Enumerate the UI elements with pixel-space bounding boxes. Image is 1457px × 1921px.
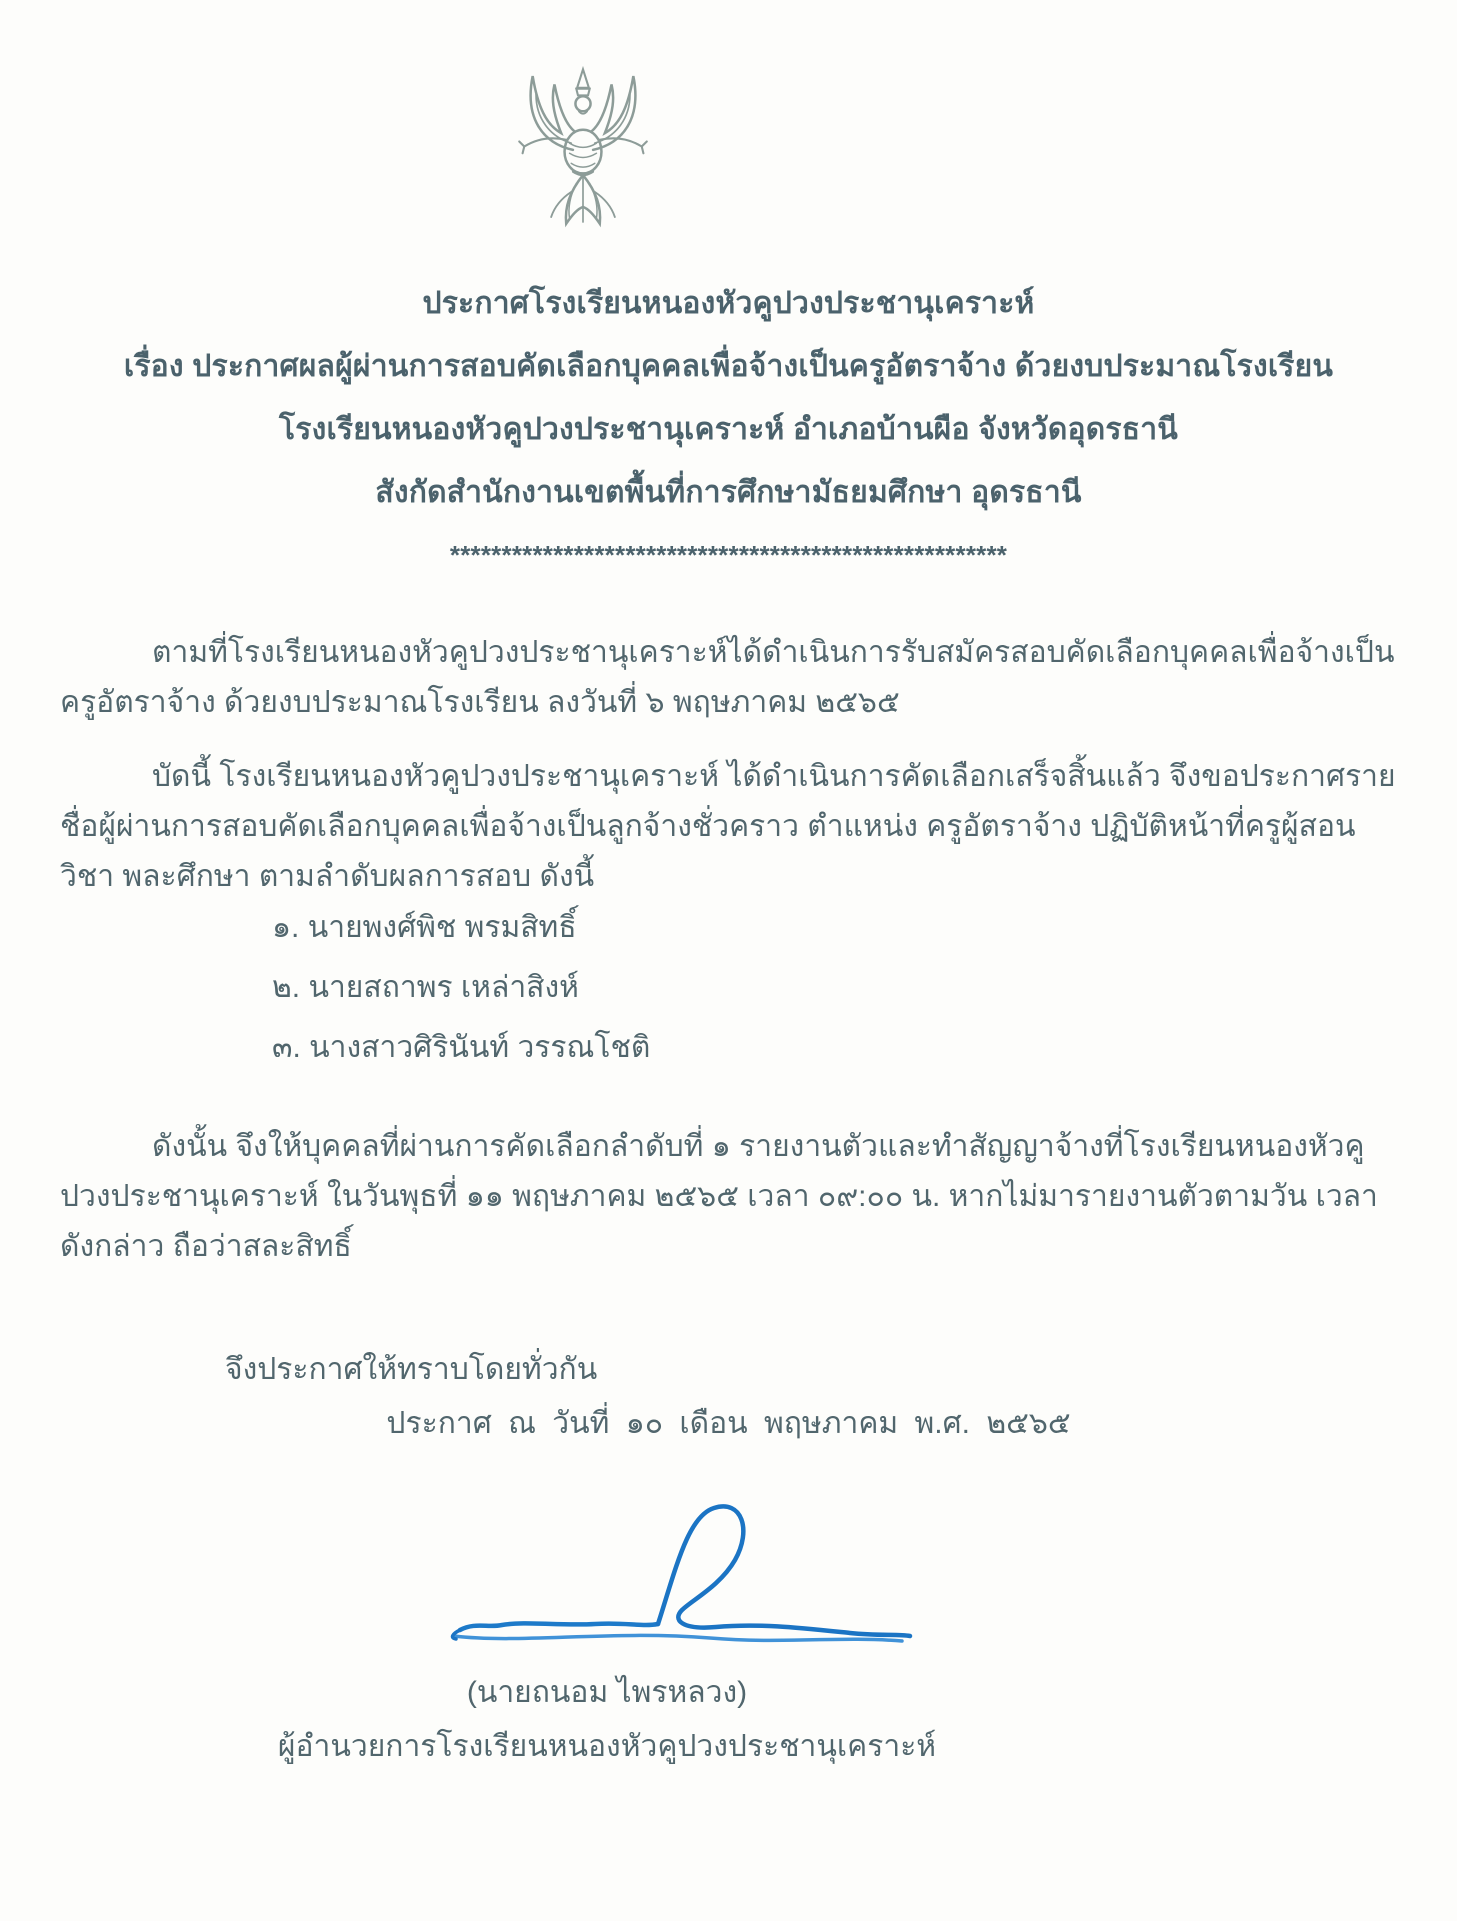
candidate-list bbox=[272, 898, 650, 1078]
affiliation-line: สังกัดสำนักงานเขตพื้นที่การศึกษามัธยมศึกษา อุดรธานี bbox=[375, 476, 1082, 509]
paragraph-results: บัดนี้ โรงเรียนหนองหัวคูปวงประชานุเคราะห์ ได้ดำเนินการคัดเลือกเสร็จสิ้นแล้ว จึงขอประกาศรายชื่อผู้ผ่านการสอบคัดเลือกบุคคลเพื่อจ้างเป็นลูกจ้างชั่วคราว ตำแหน่ง ครูอัตราจ้าง ปฏิบัติหน้าที่ครูผู้สอนวิชา พละศึกษา ตามลำดับผลการสอบ ดังนี้ bbox=[60, 760, 1396, 893]
paragraph-application: ตามที่โรงเรียนหนองหัวคูปวงประชานุเคราะห์ได้ดำเนินการรับสมัครสอบคัดเลือกบุคคลเพื่อจ้างเป็นครูอัตราจ้าง ด้วยงบประมาณโรงเรียน ลงวันที่ ๖ พฤษภาคม ๒๕๖๕ bbox=[60, 636, 1395, 719]
garuda-emblem-icon bbox=[498, 66, 668, 238]
announcement-date: ประกาศ ณ วันที่ ๑๐ เดือน พฤษภาคม พ.ศ. ๒๕๖๕ bbox=[386, 1407, 1071, 1440]
signature-block bbox=[0, 1666, 1214, 1774]
subject-line: เรื่อง ประกาศผลผู้ผ่านการสอบคัดเลือกบุคคลเพื่อจ้างเป็นครูอัตราจ้าง ด้วยงบประมาณโรงเรียน bbox=[123, 350, 1334, 383]
signer-name: (นายถนอม ไพรหลวง) bbox=[466, 1676, 748, 1709]
school-line: โรงเรียนหนองหัวคูปวงประชานุเคราะห์ อำเภอบ้านผือ จังหวัดอุดรธานี bbox=[278, 413, 1179, 446]
document-title: ประกาศโรงเรียนหนองหัวคูปวงประชานุเคราะห์ bbox=[422, 287, 1035, 320]
document-header bbox=[0, 272, 1457, 587]
handwritten-signature-icon bbox=[430, 1478, 950, 1668]
paragraph-reporting: ดังนั้น จึงให้บุคคลที่ผ่านการคัดเลือกลำดับที่ ๑ รายงานตัวและทำสัญญาจ้างที่โรงเรียนหนองหัวคูปวงประชานุเคราะห์ ในวันพุธที่ ๑๑ พฤษภาคม ๒๕๖๕ เวลา ๐๙:๐๐ น. หากไม่มารายงานตัวตามวัน เวลา ดังกล่าว ถือว่าสละสิทธิ์ bbox=[60, 1130, 1378, 1263]
list-item: ๑. นายพงศ์พิช พรมสิทธิ์ bbox=[272, 911, 577, 944]
asterisk-divider: ****************************************************** bbox=[449, 540, 1008, 570]
list-item: ๒. นายสถาพร เหล่าสิงห์ bbox=[272, 971, 579, 1004]
list-item: ๓. นางสาวศิรินันท์ วรรณโชติ bbox=[272, 1031, 651, 1064]
closing-statement: จึงประกาศให้ทราบโดยทั่วกัน bbox=[225, 1353, 598, 1386]
signer-title: ผู้อำนวยการโรงเรียนหนองหัวคูปวงประชานุเคราะห์ bbox=[277, 1730, 937, 1763]
